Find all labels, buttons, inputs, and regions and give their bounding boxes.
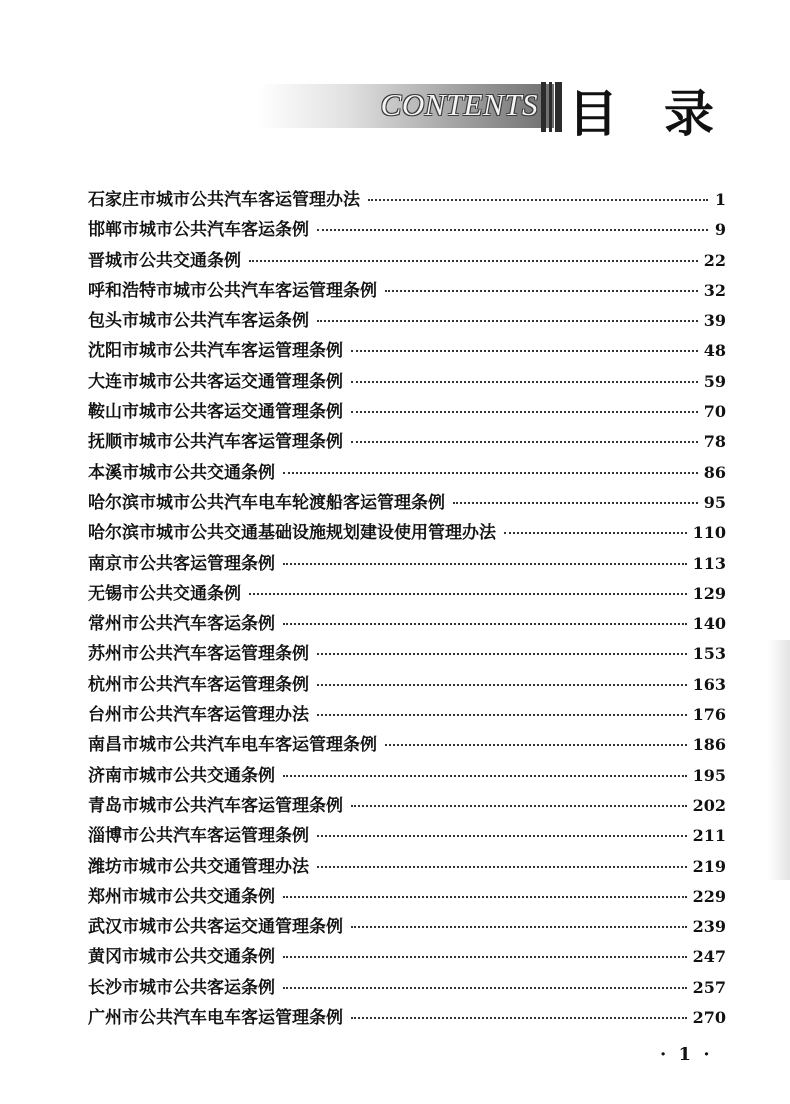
toc-entry-page: 59 [703, 371, 726, 391]
dot-leader [351, 441, 698, 443]
toc-entry-page: 176 [692, 705, 726, 725]
dot-leader [317, 835, 687, 837]
dot-leader [317, 320, 698, 322]
dot-leader [504, 532, 687, 534]
toc-entry-title: 沈阳市城市公共汽车客运管理条例 [88, 341, 343, 362]
toc-entry-title: 鞍山市城市公共客运交通管理条例 [88, 402, 343, 423]
dot-leader [283, 623, 687, 625]
dot-leader [351, 411, 698, 413]
toc-entry-title: 石家庄市城市公共汽车客运管理办法 [88, 190, 360, 210]
toc-entry[interactable] [88, 276, 726, 306]
decorative-bar [541, 82, 546, 132]
page-title: 目录 [568, 85, 760, 143]
toc-entry-title: 淄博市公共汽车客运管理条例 [88, 826, 309, 847]
toc-entry-page: 153 [692, 644, 726, 664]
toc-entry[interactable] [88, 700, 726, 730]
toc-entry-title: 苏州市公共汽车客运管理条例 [88, 644, 309, 665]
toc-entry-page: 110 [692, 523, 726, 543]
toc-entry-page: 140 [692, 614, 726, 634]
dot-leader [283, 987, 687, 989]
toc-entry[interactable] [88, 761, 726, 791]
toc-entry-page: 1 [714, 190, 726, 209]
table-of-contents [88, 185, 726, 1033]
toc-entry-title: 长沙市城市公共客运条例 [88, 977, 275, 998]
dot-leader [283, 896, 687, 898]
dot-leader [283, 472, 698, 474]
dot-leader [283, 956, 687, 958]
toc-entry-page: 202 [692, 795, 726, 815]
toc-entry[interactable] [88, 852, 726, 882]
toc-entry-title: 大连市城市公共客运交通管理条例 [88, 371, 343, 392]
dot-leader [249, 593, 687, 595]
toc-entry-title: 无锡市公共交通条例 [88, 583, 241, 604]
toc-entry-page: 95 [703, 492, 726, 512]
toc-entry-page: 78 [703, 432, 726, 452]
dot-leader [317, 714, 687, 716]
toc-entry[interactable] [88, 215, 726, 245]
toc-entry-title: 青岛市城市公共汽车客运管理条例 [88, 795, 343, 816]
toc-entry[interactable] [88, 367, 726, 397]
toc-entry[interactable] [88, 1003, 726, 1033]
toc-entry[interactable] [88, 518, 726, 548]
toc-entry-page: 239 [692, 917, 726, 937]
dot-leader [351, 1017, 687, 1019]
toc-entry[interactable] [88, 791, 726, 821]
toc-entry-page: 270 [692, 1008, 726, 1028]
toc-entry-title: 南京市公共客运管理条例 [88, 553, 275, 574]
dot-leader [351, 350, 698, 352]
toc-entry-page: 32 [703, 280, 726, 300]
toc-entry-title: 抚顺市城市公共汽车客运管理条例 [88, 432, 343, 453]
toc-entry-page: 113 [692, 553, 726, 573]
toc-entry-page: 9 [714, 220, 726, 240]
dot-leader [385, 290, 698, 292]
contents-banner [258, 84, 554, 128]
toc-entry-page: 48 [703, 341, 726, 361]
dot-leader [317, 866, 687, 868]
toc-entry[interactable] [88, 670, 726, 700]
toc-entry[interactable] [88, 942, 726, 972]
toc-entry[interactable] [88, 882, 726, 912]
toc-entry-page: 39 [703, 311, 726, 331]
toc-entry-title: 常州市公共汽车客运条例 [88, 614, 275, 635]
toc-entry[interactable] [88, 488, 726, 518]
toc-entry[interactable] [88, 427, 726, 457]
toc-entry-page: 257 [692, 977, 726, 997]
dot-leader [317, 653, 687, 655]
toc-entry-page: 70 [703, 402, 726, 422]
toc-entry-title: 包头市城市公共汽车客运条例 [88, 311, 309, 332]
toc-entry-page: 229 [692, 886, 726, 906]
dot-leader [317, 229, 708, 231]
toc-entry-page: 86 [703, 462, 726, 482]
toc-entry-title: 武汉市城市公共客运交通管理条例 [88, 917, 343, 938]
toc-entry[interactable] [88, 306, 726, 336]
contents-label: CONTENTS [380, 87, 538, 122]
toc-entry[interactable] [88, 458, 726, 488]
dot-leader [351, 926, 687, 928]
toc-entry-title: 哈尔滨市城市公共汽车电车轮渡船客运管理条例 [88, 492, 445, 513]
toc-entry-page: 129 [692, 583, 726, 603]
dot-leader [283, 775, 687, 777]
toc-entry[interactable] [88, 185, 726, 215]
toc-entry[interactable] [88, 549, 726, 579]
toc-entry[interactable] [88, 912, 726, 942]
toc-entry[interactable] [88, 609, 726, 639]
dot-leader [317, 684, 687, 686]
toc-entry-title: 杭州市公共汽车客运管理条例 [88, 674, 309, 695]
toc-entry-title: 邯郸市城市公共汽车客运条例 [88, 220, 309, 241]
page-number: · 1 · [660, 1044, 713, 1065]
toc-entry-title: 南昌市城市公共汽车电车客运管理条例 [88, 735, 377, 756]
toc-entry-title: 潍坊市城市公共交通管理办法 [88, 856, 309, 877]
toc-entry[interactable] [88, 821, 726, 851]
toc-entry-page: 195 [692, 765, 726, 785]
toc-entry-page: 219 [692, 856, 726, 876]
toc-entry-title: 台州市公共汽车客运管理办法 [88, 705, 309, 726]
contents-header [258, 76, 760, 143]
dot-leader [453, 502, 698, 504]
toc-entry-page: 163 [692, 674, 726, 694]
toc-entry[interactable] [88, 397, 726, 427]
dot-leader [351, 805, 687, 807]
toc-entry[interactable] [88, 730, 726, 760]
dot-leader [249, 260, 698, 262]
toc-entry-page: 22 [703, 250, 726, 270]
toc-entry-title: 郑州市城市公共交通条例 [88, 886, 275, 907]
toc-entry-page: 186 [692, 735, 726, 755]
toc-entry-title: 广州市公共汽车电车客运管理条例 [88, 1008, 343, 1029]
toc-entry-title: 呼和浩特市城市公共汽车客运管理条例 [88, 280, 377, 301]
dot-leader [351, 381, 698, 383]
page-edge-shadow [768, 640, 790, 880]
toc-entry-title: 本溪市城市公共交通条例 [88, 462, 275, 483]
toc-entry-page: 211 [692, 826, 726, 846]
dot-leader [368, 199, 708, 201]
toc-entry[interactable] [88, 639, 726, 669]
toc-entry-title: 黄冈市城市公共交通条例 [88, 947, 275, 968]
toc-entry-title: 晋城市公共交通条例 [88, 250, 241, 271]
decorative-bar [555, 82, 562, 132]
toc-entry[interactable] [88, 973, 726, 1003]
decorative-bar [549, 82, 552, 132]
dot-leader [283, 563, 687, 565]
toc-entry[interactable] [88, 246, 726, 276]
toc-entry-page: 247 [692, 947, 726, 967]
toc-entry[interactable] [88, 579, 726, 609]
toc-entry[interactable] [88, 336, 726, 366]
dot-leader [385, 744, 687, 746]
toc-entry-title: 济南市城市公共交通条例 [88, 765, 275, 786]
toc-entry-title: 哈尔滨市城市公共交通基础设施规划建设使用管理办法 [88, 523, 496, 544]
